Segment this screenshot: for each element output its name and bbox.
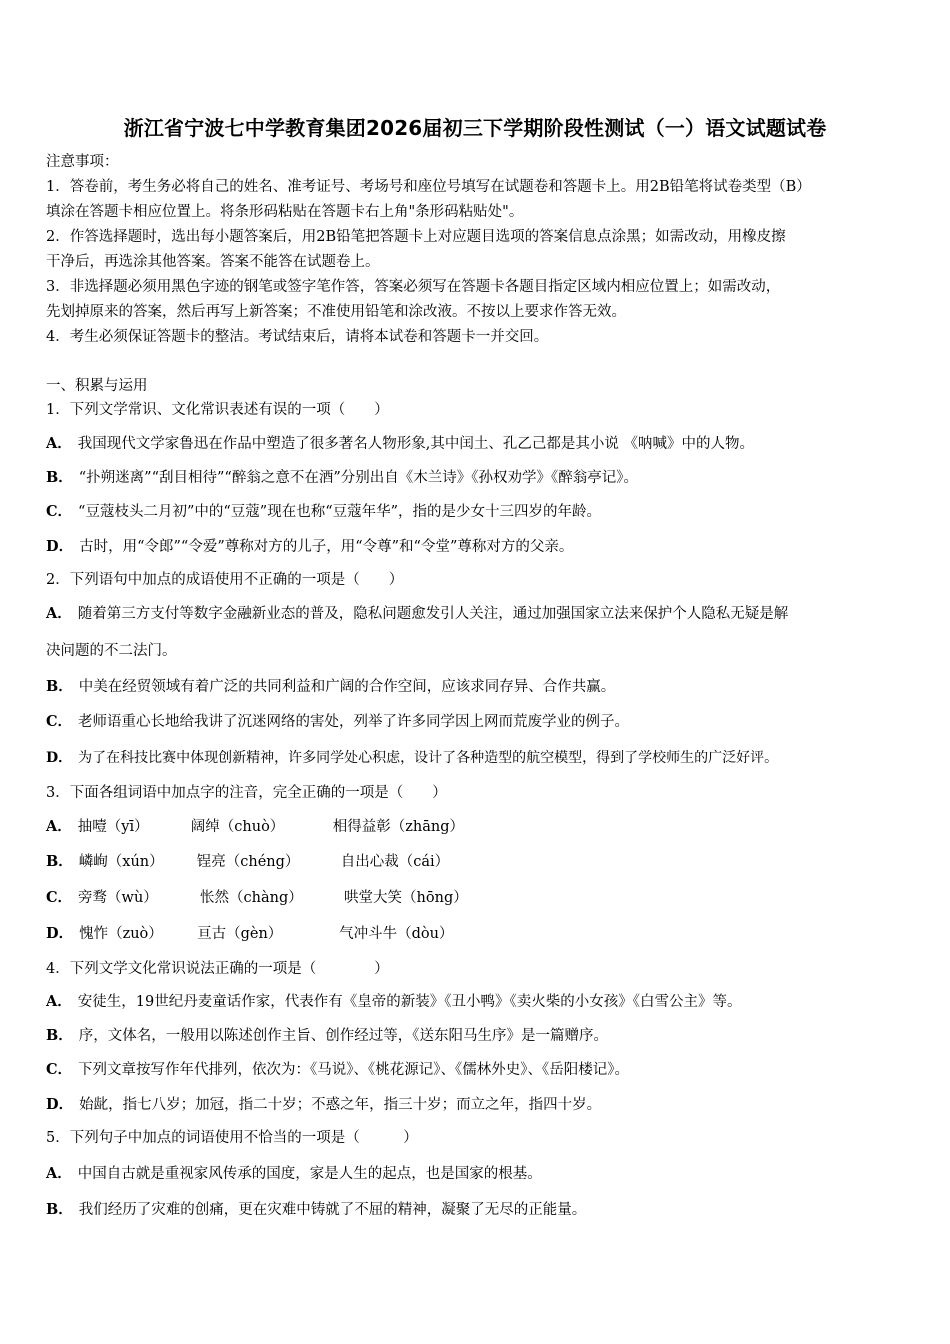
option-text: 我国现代文学家鲁迅在作品中塑造了很多著名人物形象,其中闰土、孔乙己都是其小说 《呐喊》中的人物。 (77, 436, 754, 452)
pinyin-word: 锃亮（chéng） (196, 854, 300, 870)
option-label: D． (46, 925, 74, 942)
pinyin-word: 阔绰（chuò） (190, 819, 285, 835)
option-b (46, 468, 638, 488)
option-text: 序，文体名，一般用以陈述创作主旨、创作经过等，《送东阳马生序》是一篇赠序。 (78, 1028, 609, 1044)
option-label: C． (46, 889, 73, 906)
notice-line: 4．考生必须保证答题卡的整洁。考试结束后，请将本试卷和答题卡一并交回。 (46, 329, 549, 345)
option-label: A． (46, 993, 72, 1010)
option-c (46, 888, 468, 908)
option-a (46, 992, 741, 1012)
option-label: A． (46, 435, 72, 452)
option-text: 我们经历了灾难的创痛，更在灾难中铸就了不屈的精神，凝聚了无尽的正能量。 (78, 1202, 587, 1218)
option-c (46, 712, 629, 732)
option-b (46, 852, 449, 872)
option-label: C． (46, 713, 73, 730)
option-label: C． (46, 1061, 73, 1078)
question-stem: 4．下列文学文化常识说法正确的一项是（ ） (46, 961, 389, 977)
pinyin-word: 气冲斗牛（dòu） (339, 926, 454, 942)
option-text: “豆蔻枝头二月初”中的“豆蔻”现在也称“豆蔻年华”，指的是少女十三四岁的年龄。 (78, 504, 602, 520)
option-d (46, 537, 573, 557)
pinyin-word: 抽噎（yī） (77, 819, 149, 835)
notice-line: 填涂在答题卡相应位置上。将条形码粘贴在答题卡右上角"条形码粘贴处"。 (46, 204, 524, 220)
notice-line: 干净后，再选涂其他答案。答案不能答在试题卷上。 (46, 254, 380, 270)
option-text: 古时，用“令郎”“令爱”尊称对方的儿子，用“令尊”和“令堂”尊称对方的父亲。 (79, 539, 574, 555)
option-text: 下列文章按写作年代排列，依次为：《马说》、《桃花源记》、《儒林外史》、《岳阳楼记》。 (78, 1062, 630, 1078)
option-text: 为了在科技比赛中体现创新精神，许多同学处心积虑，设计了各种造型的航空模型，得到了学校师生的广泛好评。 (78, 750, 779, 766)
pinyin-word: 自出心裁（cái） (340, 854, 450, 870)
option-label: A． (46, 818, 72, 835)
option-label: B． (46, 1027, 73, 1044)
pinyin-word: 亘古（gèn） (197, 926, 283, 942)
pinyin-word: 愧怍（zuò） (79, 926, 163, 942)
option-text: 始龀，指七八岁；加冠，指二十岁；不惑之年，指三十岁；而立之年，指四十岁。 (79, 1097, 602, 1113)
notice-heading: 注意事项： (46, 154, 119, 170)
option-continuation: 决问题的不二法门。 (46, 643, 177, 659)
option-c (46, 502, 601, 522)
notice-line: 3．非选择题必须用黑色字迹的钢笔或签字笔作答，答案必须写在答题卡各题目指定区域内相应位置上；如需改动， (46, 279, 781, 295)
option-label: B． (46, 678, 73, 695)
option-text: 老师语重心长地给我讲了沉迷网络的害处，列举了许多同学因上网而荒废学业的例子。 (78, 714, 630, 730)
option-label: C． (46, 503, 73, 520)
option-text: 安徒生，19世纪丹麦童话作家，代表作有《皇帝的新装》《丑小鸭》《卖火柴的小女孩》《白雪公主》等。 (77, 994, 742, 1010)
option-label: B． (46, 853, 73, 870)
option-b (46, 1200, 586, 1220)
option-b (46, 1026, 608, 1046)
pinyin-word: 嶙峋（xún） (78, 854, 164, 870)
page-title: 浙江省宁波七中学教育集团2026届初三下学期阶段性测试（一）语文试题试卷 (123, 116, 827, 140)
pinyin-word: 相得益彰（zhāng） (332, 819, 465, 835)
option-label: D． (46, 1096, 74, 1113)
notice-line: 2．作答选择题时，选出每小题答案后，用2B铅笔把答题卡上对应题目选项的答案信息点涂黑；如需改动，用橡皮擦 (46, 229, 786, 245)
option-d (46, 748, 778, 768)
option-label: A． (46, 1165, 72, 1182)
option-text: 随着第三方支付等数字金融新业态的普及，隐私问题愈发引人关注，通过加强国家立法来保护个人隐私无疑是解 (77, 606, 789, 622)
option-a (46, 434, 754, 454)
option-b (46, 677, 615, 697)
pinyin-word: 怅然（chàng） (200, 890, 303, 906)
notice-line: 1．答卷前，考生务必将自己的姓名、准考证号、考场号和座位号填写在试题卷和答题卡上。用2B铅笔将试卷类型（B） (46, 179, 811, 195)
option-label: D． (46, 538, 74, 555)
option-a (46, 817, 464, 837)
pinyin-word: 哄堂大笑（hōng） (344, 890, 468, 906)
option-d (46, 924, 453, 944)
option-label: B． (46, 469, 73, 486)
option-text: 中美在经贸领域有着广泛的共同利益和广阔的合作空间，应该求同存异、合作共赢。 (78, 679, 616, 695)
option-d (46, 1095, 601, 1115)
option-a (46, 1164, 542, 1184)
question-stem: 2．下列语句中加点的成语使用不正确的一项是（ ） (46, 572, 404, 588)
question-stem: 1．下列文学常识、文化常识表述有误的一项（ ） (46, 402, 389, 418)
option-c (46, 1060, 629, 1080)
section-heading: 一、积累与运用 (46, 378, 148, 394)
option-text: 中国自古就是重视家风传承的国度，家是人生的起点，也是国家的根基。 (77, 1166, 542, 1182)
notice-line: 先划掉原来的答案，然后再写上新答案；不准使用铅笔和涂改液。不按以上要求作答无效。 (46, 304, 626, 320)
option-label: D． (46, 750, 73, 766)
option-a (46, 604, 788, 624)
pinyin-word: 旁骛（wù） (78, 890, 158, 906)
question-stem: 5．下列句子中加点的词语使用不恰当的一项是（ ） (46, 1130, 418, 1146)
option-text: “扑朔迷离”“刮目相待”“醉翁之意不在酒”分别出自《木兰诗》《孙权劝学》《醉翁亭记》。 (78, 470, 638, 486)
option-label: B． (46, 1201, 73, 1218)
option-label: A． (46, 605, 72, 622)
question-stem: 3．下面各组词语中加点字的注音，完全正确的一项是（ ） (46, 785, 447, 801)
